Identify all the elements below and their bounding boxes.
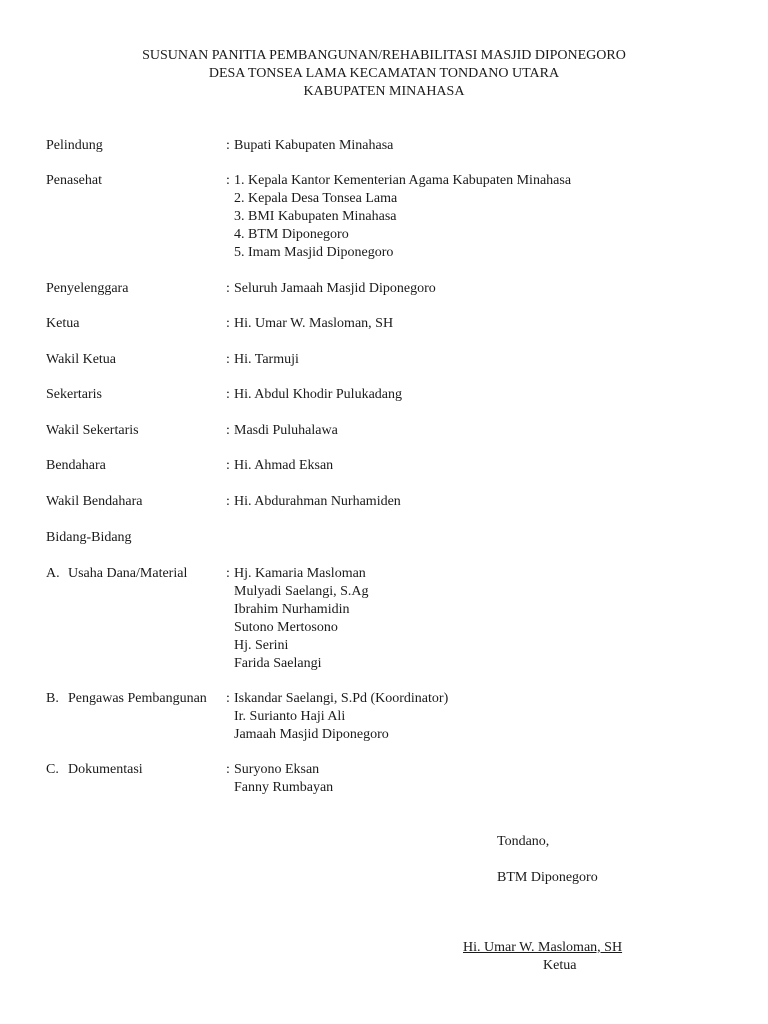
entry-label: Bendahara (46, 458, 106, 473)
entry-value: Hi. Tarmuji (234, 352, 299, 367)
entry-label: Wakil Sekertaris (46, 423, 139, 438)
entry-label: Pelindung (46, 138, 103, 153)
entry-label: Wakil Bendahara (46, 494, 143, 509)
entry-label: Sekertaris (46, 387, 102, 402)
bidang-letter: C. (46, 762, 59, 777)
entry-value: Hi. Abdul Khodir Pulukadang (234, 387, 402, 402)
title-line-3: KABUPATEN MINAHASA (303, 84, 465, 99)
entry-label: Penasehat (46, 173, 102, 188)
entry-values (234, 493, 401, 511)
entry-value: Iskandar Saelangi, S.Pd (Koordinator) (234, 691, 449, 706)
entry-value: Hi. Umar W. Masloman, SH (234, 316, 394, 331)
entry-values (234, 761, 333, 797)
bidang-label (46, 690, 207, 708)
colon-separator: : (226, 458, 230, 473)
bidang-title: Usaha Dana/Material (68, 566, 188, 581)
entry-value: Suryono Eksan (234, 762, 320, 777)
entry-value: Ibrahim Nurhamidin (234, 602, 350, 617)
entry-values (234, 565, 369, 673)
entry-values (234, 315, 393, 333)
entry-values (234, 422, 338, 440)
colon-separator: : (226, 138, 230, 153)
bidang-title: Pengawas Pembangunan (68, 691, 207, 706)
entry-value: Fanny Rumbayan (234, 780, 334, 795)
entry-value: Jamaah Masjid Diponegoro (234, 727, 389, 742)
entry-value: 1. Kepala Kantor Kementerian Agama Kabupaten Minahasa (234, 173, 572, 188)
bidang-title: Dokumentasi (68, 762, 143, 777)
entry-value: Seluruh Jamaah Masjid Diponegoro (234, 281, 436, 296)
entry-values (234, 351, 299, 369)
signature-place: Tondano, (497, 834, 550, 849)
colon-separator: : (226, 494, 230, 509)
colon-separator: : (226, 691, 230, 706)
entry-value: Sutono Mertosono (234, 620, 338, 635)
colon-separator: : (226, 423, 230, 438)
bidang-label (46, 761, 143, 779)
entry-value: 5. Imam Masjid Diponegoro (234, 245, 394, 260)
signature-organization: BTM Diponegoro (497, 870, 598, 885)
entry-value: Farida Saelangi (234, 656, 322, 671)
entry-value: Hi. Abdurahman Nurhamiden (234, 494, 401, 509)
signature-name: Hi. Umar W. Masloman, SH (463, 940, 623, 955)
colon-separator: : (226, 316, 230, 331)
entry-value: 4. BTM Diponegoro (234, 227, 349, 242)
signature-role: Ketua (543, 958, 577, 973)
entry-value: Hi. Ahmad Eksan (234, 458, 334, 473)
document-title (0, 47, 768, 101)
entry-label: Ketua (46, 316, 80, 331)
entry-value: Masdi Puluhalawa (234, 423, 338, 438)
title-line-2: DESA TONSEA LAMA KECAMATAN TONDANO UTARA (208, 66, 560, 81)
colon-separator: : (226, 762, 230, 777)
colon-separator: : (226, 387, 230, 402)
entry-label: Penyelenggara (46, 281, 129, 296)
title-line-1: SUSUNAN PANITIA PEMBANGUNAN/REHABILITASI MASJID DIPONEGORO (142, 48, 626, 63)
entry-value: Hj. Kamaria Masloman (234, 566, 366, 581)
colon-separator: : (226, 281, 230, 296)
bidang-heading: Bidang-Bidang (46, 530, 132, 545)
entry-values (234, 137, 393, 155)
entry-values (234, 172, 571, 262)
colon-separator: : (226, 566, 230, 581)
bidang-letter: B. (46, 691, 59, 706)
entry-value: 2. Kepala Desa Tonsea Lama (234, 191, 398, 206)
entry-values (234, 690, 448, 744)
entry-values (234, 386, 402, 404)
entry-values (234, 457, 333, 475)
entry-value: Hj. Serini (234, 638, 289, 653)
colon-separator: : (226, 173, 230, 188)
entry-value: Ir. Surianto Haji Ali (234, 709, 346, 724)
bidang-label (46, 565, 187, 583)
bidang-letter: A. (46, 566, 60, 581)
entry-values (234, 280, 436, 298)
entry-label: Wakil Ketua (46, 352, 117, 367)
colon-separator: : (226, 352, 230, 367)
entry-value: Mulyadi Saelangi, S.Ag (234, 584, 369, 599)
entry-value: 3. BMI Kabupaten Minahasa (234, 209, 397, 224)
entry-value: Bupati Kabupaten Minahasa (234, 138, 394, 153)
